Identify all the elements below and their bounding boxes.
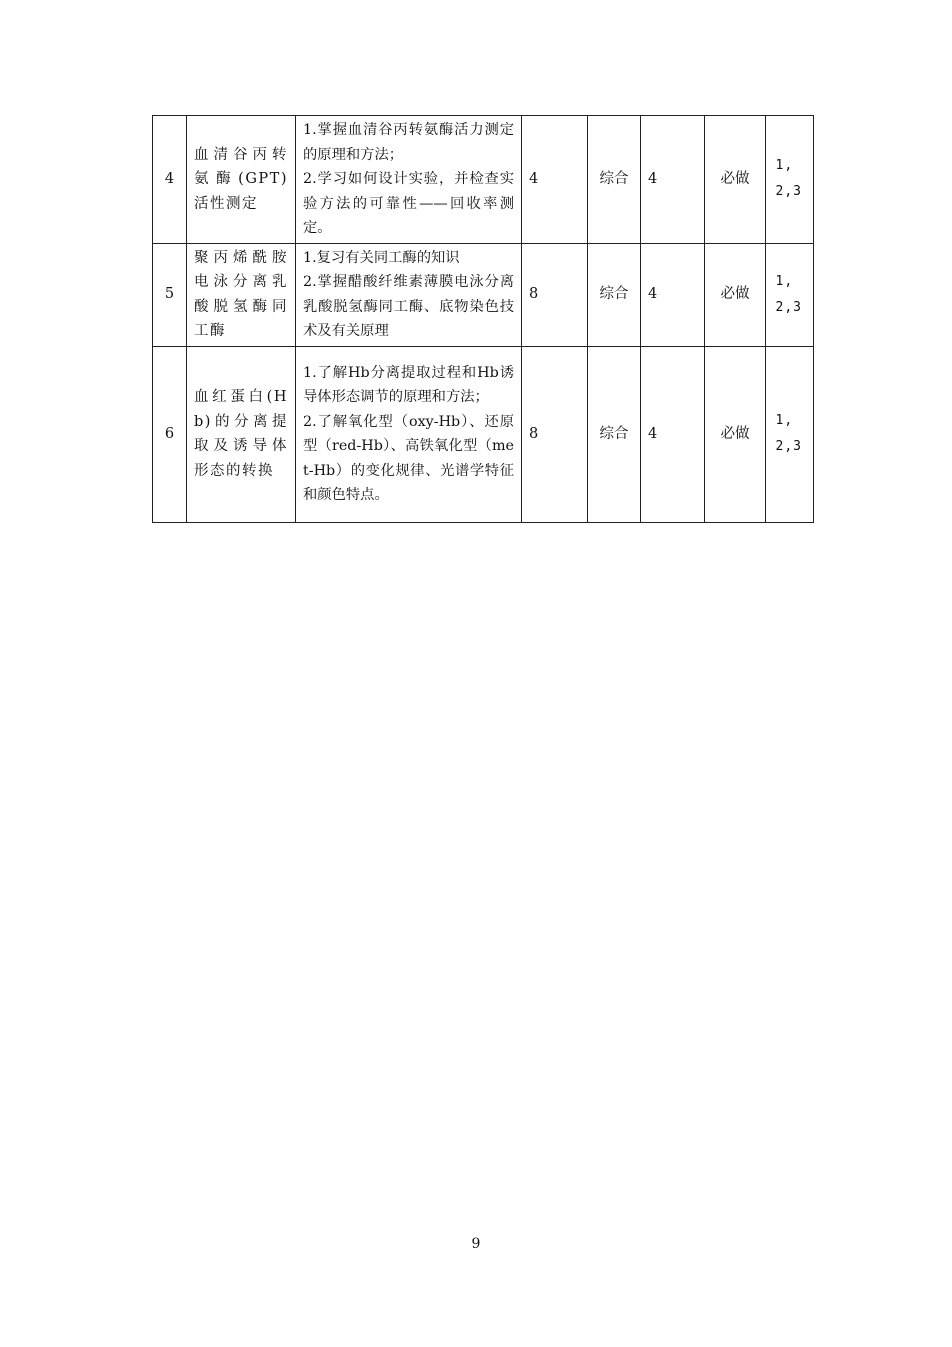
table-row xyxy=(153,116,814,244)
experiment-requirement: 必做 xyxy=(705,346,766,522)
experiment-number: 6 xyxy=(153,346,187,522)
experiment-class-hours: 4 xyxy=(641,346,705,522)
experiment-content xyxy=(296,116,522,244)
table-row xyxy=(153,346,814,522)
content-item: 1.复习有关同工酶的知识 xyxy=(303,249,460,266)
experiment-hours: 8 xyxy=(522,243,588,346)
refs-text: 1,2,3 xyxy=(775,158,802,200)
experiment-refs xyxy=(766,243,814,346)
experiment-refs xyxy=(766,116,814,244)
table-row xyxy=(153,243,814,346)
experiment-category: 综合 xyxy=(588,346,641,522)
experiment-category: 综合 xyxy=(588,116,641,244)
experiment-content xyxy=(296,346,522,522)
experiment-class-hours: 4 xyxy=(641,116,705,244)
experiment-requirement: 必做 xyxy=(705,243,766,346)
experiment-number: 5 xyxy=(153,243,187,346)
page-number: 9 xyxy=(471,1236,481,1252)
experiment-name: 聚丙烯酰胺电泳分离乳酸脱氢酶同工酶 xyxy=(187,243,296,346)
experiment-hours: 8 xyxy=(522,346,588,522)
content-item: 2.掌握醋酸纤维素薄膜电泳分离乳酸脱氢酶同工酶、底物染色技术及有关原理 xyxy=(303,274,514,339)
refs-text: 1,2,3 xyxy=(775,273,802,315)
content-item: 2.学习如何设计实验，并检查实验方法的可靠性——回收率测定。 xyxy=(303,171,514,236)
refs-text: 1,2,3 xyxy=(775,413,802,454)
content-item: 1.掌握血清谷丙转氨酶活力测定的原理和方法； xyxy=(303,122,514,163)
content-item: 2.了解氧化型（oxy-Hb）、还原型（red-Hb）、高铁氧化型（met-Hb）的变化规律、光谱学特征和颜色特点。 xyxy=(303,413,514,503)
experiment-class-hours: 4 xyxy=(641,243,705,346)
experiment-number: 4 xyxy=(153,116,187,244)
experiment-content xyxy=(296,243,522,346)
experiment-hours: 4 xyxy=(522,116,588,244)
experiment-category: 综合 xyxy=(588,243,641,346)
content-item: 1.了解Hb分离提取过程和Hb诱导体形态调节的原理和方法； xyxy=(303,364,514,405)
experiment-name: 血清谷丙转氨酶(GPT)活性测定 xyxy=(187,116,296,244)
experiment-name: 血红蛋白(Hb)的分离提取及诱导体形态的转换 xyxy=(187,346,296,522)
experiment-refs xyxy=(766,346,814,522)
experiment-requirement: 必做 xyxy=(705,116,766,244)
experiment-table xyxy=(152,115,814,523)
